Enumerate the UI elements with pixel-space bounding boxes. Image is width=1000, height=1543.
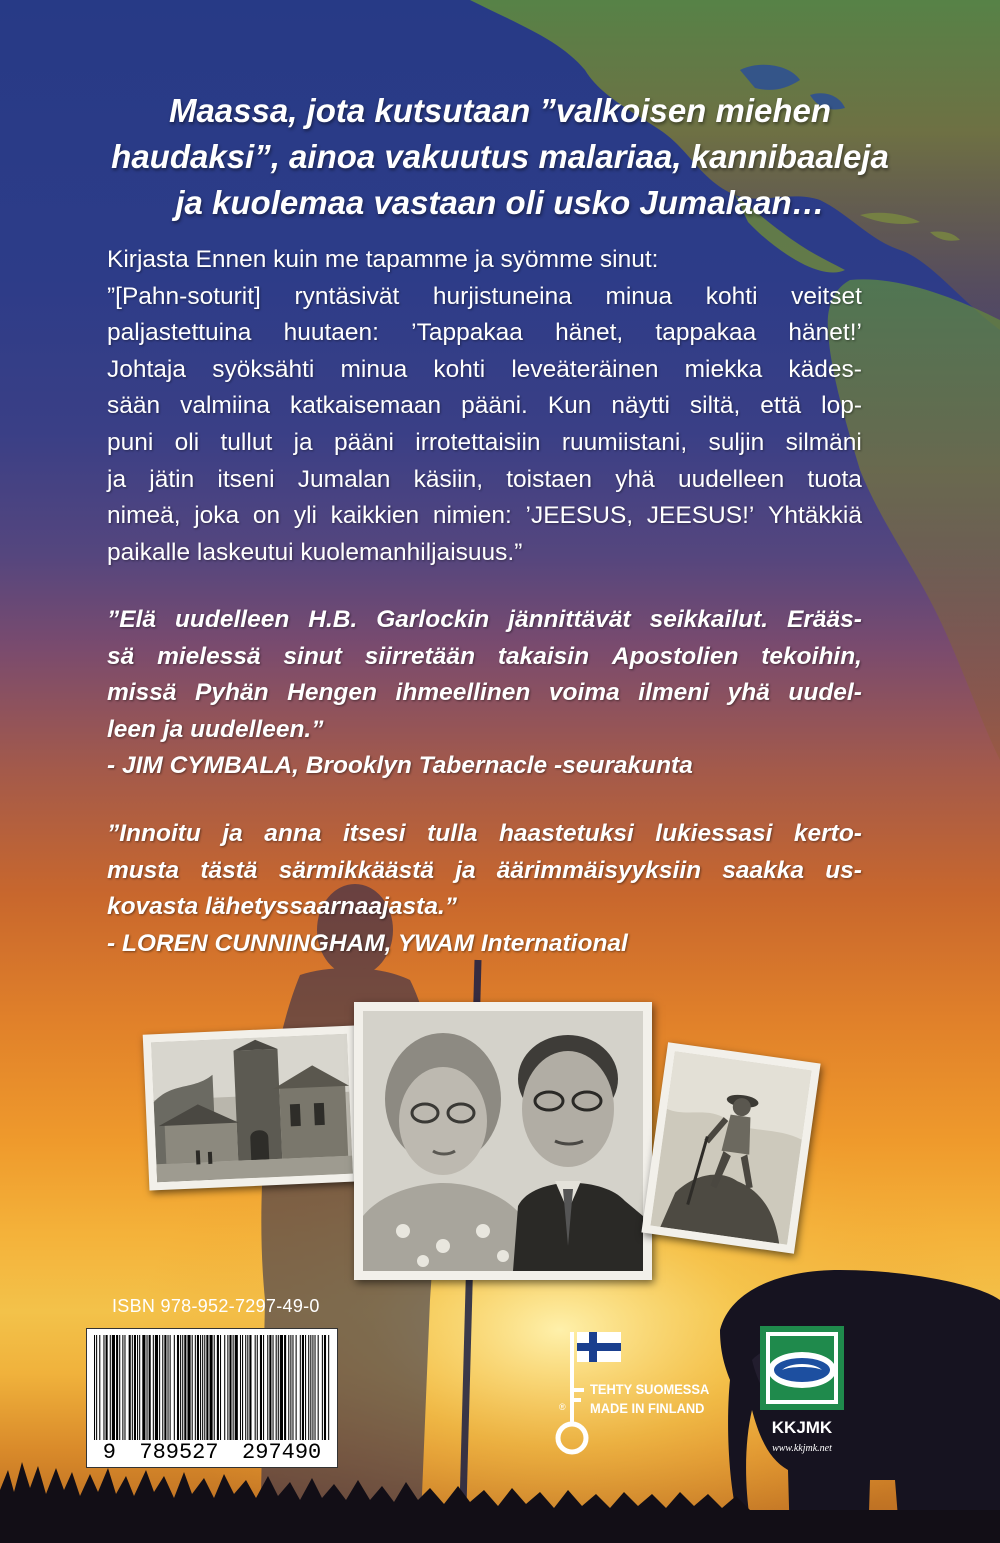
barcode-bar — [214, 1335, 215, 1440]
barcode-bar — [229, 1335, 231, 1440]
made-in-finland-label — [590, 1380, 709, 1418]
barcode-bar — [206, 1335, 208, 1440]
publisher-website[interactable]: www.kkjmk.net — [772, 1443, 832, 1454]
endorsement-line: leen ja uudelleen.” — [107, 715, 324, 743]
barcode-bar — [315, 1335, 316, 1440]
barcode-bar — [312, 1335, 313, 1440]
barcode-digit-group: 789527 — [139, 1440, 219, 1465]
barcode-bar — [292, 1335, 293, 1440]
barcode-bar — [249, 1335, 251, 1440]
barcode-bar — [217, 1335, 219, 1440]
publisher-logo-icon — [760, 1326, 844, 1410]
excerpt-line: paikalle laskeutui kuolemanhiljaisuus.” — [107, 538, 523, 566]
barcode-bar — [99, 1335, 100, 1440]
barcode-bar — [162, 1335, 163, 1440]
barcode-bar — [328, 1335, 329, 1440]
endorsement-attribution: - JIM CYMBALA, Brooklyn Tabernacle -seurakunta — [107, 752, 693, 780]
excerpt-line: ja jätin itseni Jumalan käsiin, toistaen yhä uudelleen tuota — [107, 465, 862, 493]
barcode-bar — [247, 1335, 248, 1440]
barcode-bar — [106, 1335, 108, 1440]
barcode-bar — [242, 1335, 243, 1440]
endorsement-cymbala — [107, 602, 862, 785]
barcode-bar — [204, 1335, 205, 1440]
barcode-bar — [180, 1335, 181, 1440]
barcode-bar — [197, 1335, 199, 1440]
barcode-bar — [110, 1335, 111, 1440]
excerpt-line: nimeä, joka on yli kaikkien nimien: ’JEESUS, JEESUS!’ Yhtäkkiä — [107, 502, 862, 530]
barcode-bar — [116, 1335, 118, 1440]
endorsement-line: missä Pyhän Hengen ihmeellinen voima ilmeni yhä uudel- — [107, 679, 862, 707]
headline-line: ja kuolemaa vastaan oli usko Jumalaan… — [175, 184, 825, 221]
barcode-bar — [155, 1335, 158, 1440]
barcode-bar — [308, 1335, 309, 1440]
barcode-bar — [137, 1335, 138, 1440]
excerpt-line: puni oli tullut ja pääni irrotettaisiin ruumiistani, suljin silmäni — [107, 428, 862, 456]
barcode-bar — [159, 1335, 160, 1440]
couple-portrait-image — [363, 1011, 643, 1271]
endorsement-line: sä mielessä sinut siirretään takaisin Apostolien tekoihin, — [107, 642, 862, 670]
barcode-bar — [278, 1335, 279, 1440]
barcode-bar — [276, 1335, 277, 1440]
barcode-bar — [288, 1335, 289, 1440]
endorsement-line: kovasta lähetyssaarnaajasta.” — [107, 893, 458, 921]
headline-line: haudaksi”, ainoa vakuutus malariaa, kannibaaleja — [111, 138, 889, 175]
barcode-bar — [132, 1335, 133, 1440]
photo-man-on-rock — [641, 1042, 820, 1254]
barcode-bar — [324, 1335, 326, 1440]
barcode-bar — [184, 1335, 186, 1440]
barcode-bar — [233, 1335, 234, 1440]
barcode-bar — [269, 1335, 271, 1440]
barcode-bar — [290, 1335, 291, 1440]
barcode-bar — [296, 1335, 297, 1440]
barcode-bar — [227, 1335, 228, 1440]
barcode-bar — [302, 1335, 304, 1440]
endorsement-cunningham — [107, 816, 862, 962]
barcode-bar — [122, 1335, 123, 1440]
barcode-bar — [273, 1335, 274, 1440]
barcode-bar — [200, 1335, 201, 1440]
barcode-bar — [284, 1335, 286, 1440]
photo-couple-portrait — [354, 1002, 652, 1280]
barcode-bar — [202, 1335, 203, 1440]
barcode-bar — [129, 1335, 131, 1440]
barcode-bar — [96, 1335, 97, 1440]
barcode-bar — [255, 1335, 256, 1440]
photo-church-building — [143, 1025, 362, 1190]
barcode-bars — [94, 1335, 330, 1440]
made-in-finland-line2: MADE IN FINLAND — [590, 1400, 705, 1416]
barcode-bar — [280, 1335, 283, 1440]
barcode-bar — [142, 1335, 145, 1440]
barcode-bar — [245, 1335, 246, 1440]
barcode-bar — [164, 1335, 166, 1440]
endorsement-line: ”Innoitu ja anna itsesi tulla haastetuksi lukiessasi kerto- — [107, 820, 862, 847]
barcode-bar — [210, 1335, 213, 1440]
barcode-bar — [103, 1335, 104, 1440]
headline — [40, 88, 960, 226]
excerpt-line: paljastettuina huutaen: ’Tappakaa hänet, tappakaa hänet!’ — [107, 319, 862, 347]
barcode-bar — [257, 1335, 258, 1440]
isbn-text: ISBN 978-952-7297-49-0 — [112, 1296, 320, 1316]
barcode-bar — [267, 1335, 268, 1440]
barcode-bar — [192, 1335, 193, 1440]
barcode-bar — [177, 1335, 179, 1440]
barcode-bar — [195, 1335, 196, 1440]
registered-mark: ® — [559, 1402, 566, 1412]
barcode-bar — [235, 1335, 238, 1440]
barcode-bar — [318, 1335, 319, 1440]
barcode-bar — [168, 1335, 169, 1440]
barcode-bar — [149, 1335, 151, 1440]
made-in-finland-line1: TEHTY SUOMESSA — [590, 1381, 710, 1397]
barcode-bar — [300, 1335, 301, 1440]
barcode-bar — [305, 1335, 306, 1440]
excerpt-line: Kirjasta Ennen kuin me tapamme ja syömme sinut: — [107, 246, 659, 273]
barcode-bar — [124, 1335, 125, 1440]
barcode-bar — [310, 1335, 311, 1440]
barcode-bar — [263, 1335, 264, 1440]
barcode-bar — [174, 1335, 175, 1440]
barcode-bar — [147, 1335, 148, 1440]
endorsement-line: musta tästä särmikkäästä ja äärimmäisyyksiin saakka us- — [107, 856, 862, 884]
barcode-bar — [119, 1335, 120, 1440]
barcode-digit-group: 9 — [102, 1440, 116, 1465]
barcode-bar — [139, 1335, 140, 1440]
endorsement-line: ”Elä uudelleen H.B. Garlockin jännittävät seikkailut. Erääs- — [107, 606, 862, 633]
excerpt-line: ”[Pahn-soturit] ryntäsivät hurjistuneina minua kohti veitset — [107, 282, 862, 310]
barcode-bar — [220, 1335, 221, 1440]
excerpt-line: sään valmiina katkaisemaan pääni. Kun näytti siltä, että lop- — [107, 392, 862, 420]
barcode-bar — [260, 1335, 262, 1440]
headline-line: Maassa, jota kutsutaan ”valkoisen miehen — [168, 92, 832, 129]
barcode-bar — [94, 1335, 95, 1440]
endorsement-attribution: - LOREN CUNNINGHAM, YWAM International — [107, 929, 628, 957]
barcode-bar — [240, 1335, 241, 1440]
barcode-bar — [170, 1335, 171, 1440]
man-on-rock-image — [650, 1051, 811, 1244]
publisher-name: KKJMK — [771, 1418, 833, 1437]
barcode-bar — [322, 1335, 323, 1440]
barcode-digits — [87, 1440, 337, 1465]
book-excerpt — [107, 242, 862, 571]
barcode-bar — [182, 1335, 183, 1440]
church-building-image — [151, 1034, 353, 1182]
barcode-bar — [134, 1335, 136, 1440]
barcode-bar — [187, 1335, 190, 1440]
barcode-bar — [224, 1335, 225, 1440]
barcode-bar — [153, 1335, 154, 1440]
excerpt-line: Johtaja syöksähti minua kohti leveäteräinen miekka kädes- — [107, 355, 862, 383]
barcode — [86, 1328, 338, 1468]
barcode-bar — [112, 1335, 115, 1440]
barcode-digit-group: 297490 — [242, 1440, 322, 1465]
